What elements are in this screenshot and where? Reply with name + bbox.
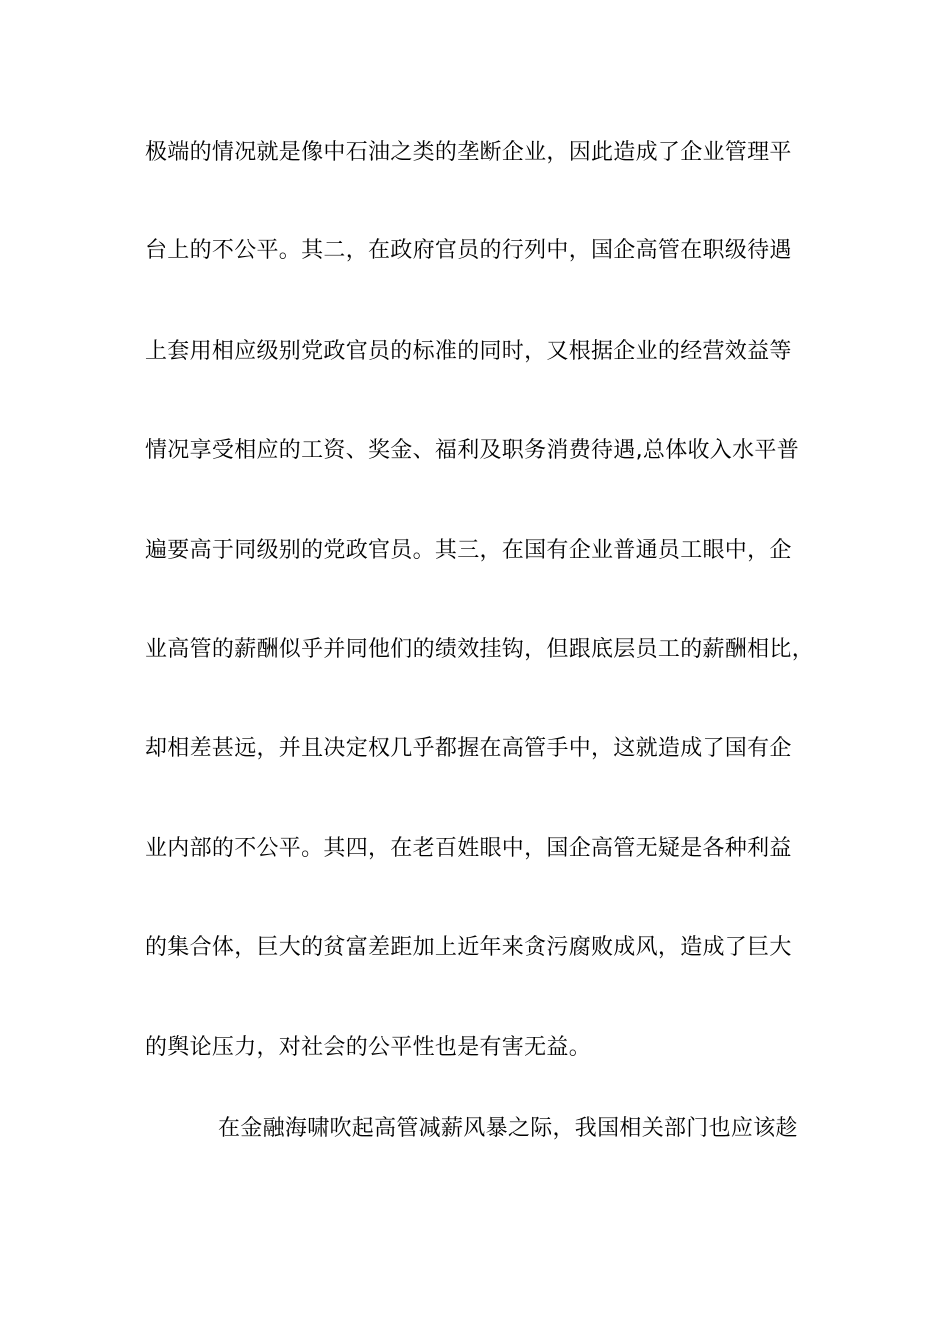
paragraph-line: 的舆论压力，对社会的公平性也是有害无益。 — [145, 1035, 592, 1060]
paragraph-line: 极端的情况就是像中石油之类的垄断企业，因此造成了企业管理平 — [145, 140, 792, 165]
paragraph-line: 却相差甚远，并且决定权几乎都握在高管手中，这就造成了国有企 — [145, 736, 792, 761]
paragraph-line: 遍要高于同级别的党政官员。其三，在国有企业普通员工眼中，企 — [145, 538, 792, 563]
paragraph-line: 的集合体，巨大的贫富差距加上近年来贪污腐败成风，造成了巨大 — [145, 935, 792, 960]
paragraph-line-indented: 在金融海啸吹起高管减薪风暴之际，我国相关部门也应该趁 — [218, 1116, 798, 1141]
paragraph-line: 业内部的不公平。其四，在老百姓眼中，国企高管无疑是各种利益 — [145, 836, 792, 861]
paragraph-line: 台上的不公平。其二，在政府官员的行列中，国企高管在职级待遇 — [145, 238, 792, 263]
paragraph-line: 情况享受相应的工资、奖金、福利及职务消费待遇,总体收入水平普 — [145, 438, 799, 463]
paragraph-line: 业高管的薪酬似乎并同他们的绩效挂钩，但跟底层员工的薪酬相比， — [145, 637, 815, 662]
paragraph-line: 上套用相应级别党政官员的标准的同时，又根据企业的经营效益等 — [145, 339, 792, 364]
